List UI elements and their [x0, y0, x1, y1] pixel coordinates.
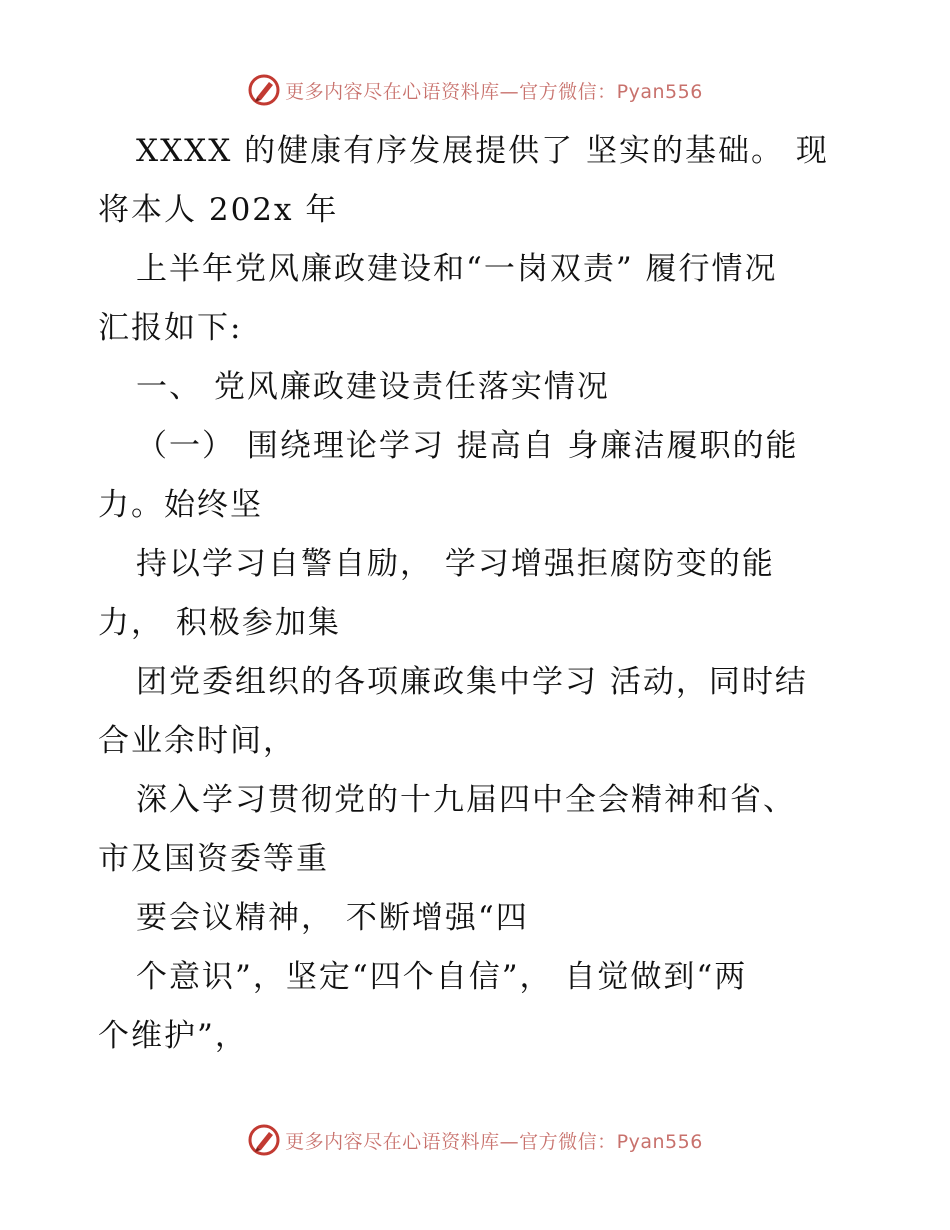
body-text-line: 力。始终坚 — [98, 487, 263, 523]
header-watermark-banner — [0, 70, 950, 110]
body-text-line: 一、 党风廉政建设责任落实情况 — [136, 369, 610, 405]
body-text-line: （一） 围绕理论学习 提高自 身廉洁履职的能 — [136, 428, 799, 464]
body-text-line: 个意识”，坚定“四个自信”， 自觉做到“两 — [136, 959, 748, 995]
body-text-line: 将本人 202x 年 — [98, 192, 339, 228]
document-body — [98, 122, 843, 1066]
body-text-line: 团党委组织的各项廉政集中学习 活动，同时结 — [136, 664, 808, 700]
footer-watermark-banner — [0, 1120, 950, 1160]
body-text-line: 个维护”， — [98, 1018, 248, 1054]
footer-banner-text: 更多内容尽在心语资料库—官方微信：Pyan556 — [285, 1130, 703, 1153]
pen-logo-icon — [247, 1123, 281, 1157]
body-text-line: 持以学习自警自励， 学习增强拒腐防变的能 — [136, 546, 775, 582]
body-text-line: 合业余时间， — [98, 723, 296, 759]
body-text-line: 要会议精神， 不断增强“四 — [136, 900, 529, 936]
body-text-line: 汇报如下: — [98, 310, 243, 346]
body-text-line: 市及国资委等重 — [98, 841, 329, 877]
header-banner-text: 更多内容尽在心语资料库—官方微信：Pyan556 — [285, 80, 703, 103]
body-text-line: 深入学习贯彻党的十九届四中全会精神和省、 — [136, 782, 796, 818]
body-text-line: 力， 积极参加集 — [98, 605, 341, 641]
body-text-line: 上半年党风廉政建设和“一岗双责” 履行情况 — [136, 251, 778, 287]
body-text-line: XXXX 的健康有序发展提供了 坚实的基础。 现 — [136, 133, 829, 169]
pen-logo-icon — [247, 73, 281, 107]
